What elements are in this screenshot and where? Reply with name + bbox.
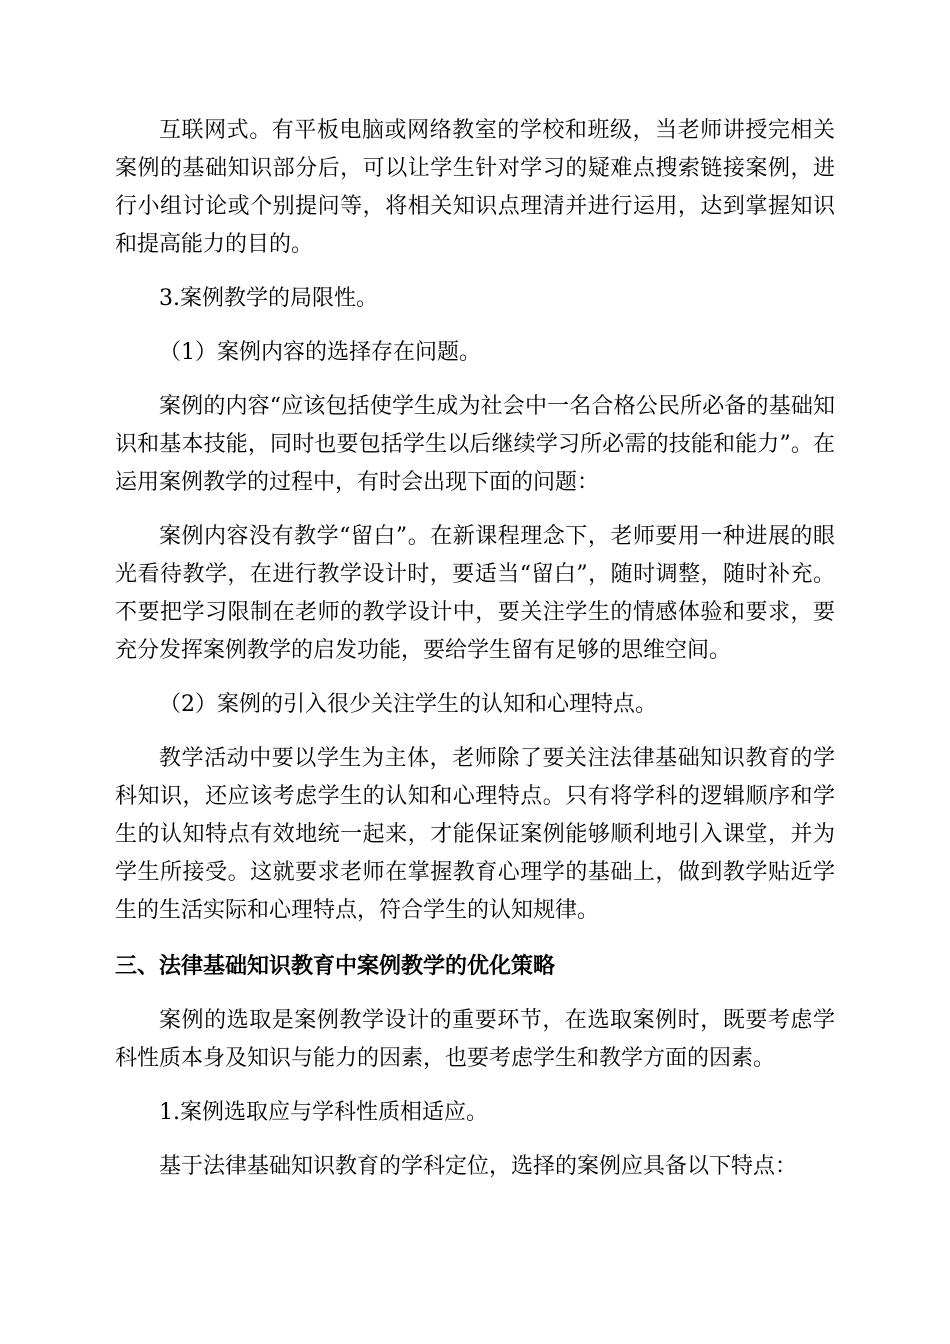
- paragraph-case-content: 案例的内容“应该包括使学生成为社会中一名合格公民所必备的基础知识和基本技能，同时也要包括学生以后继续学习所必需的技能和能力”。在运用案例教学的过程中，有时会出现下面的问题：: [115, 394, 835, 495]
- document-body: [115, 112, 835, 1186]
- paragraph-no-blank: 案例内容没有教学“留白”。在新课程理念下，老师要用一种进展的眼光看待教学，在进行教学设计时，要适当“留白”，随时调整，随时补充。不要把学习限制在老师的教学设计中，要关注学生的情感体验和要求，要充分发挥案例教学的启发功能，要给学生留有足够的思维空间。: [115, 524, 835, 663]
- paragraph-subpoint-2: （2）案例的引入很少关注学生的认知和心理特点。: [159, 692, 657, 717]
- paragraph-subpoint-1: （1）案例内容的选择存在问题。: [159, 340, 481, 365]
- paragraph-internet-mode: 互联网式。有平板电脑或网络教室的学校和班级，当老师讲授完相关案例的基础知识部分后，可以让学生针对学习的疑难点搜索链接案例，进行小组讨论或个别提问等，将相关知识点理清并进行运用，达到掌握知识和提高能力的目的。: [115, 118, 835, 257]
- paragraph-student-centered: 教学活动中要以学生为主体，老师除了要关注法律基础知识教育的学科知识，还应该考虑学生的认知和心理特点。只有将学科的逻辑顺序和学生的认知特点有效地统一起来，才能保证案例能够顺利地引入课堂，并为学生所接受。这就要求老师在掌握教育心理学的基础上，做到教学贴近学生的生活实际和心理特点，符合学生的认知规律。: [115, 746, 835, 923]
- paragraph-features-intro: 基于法律基础知识教育的学科定位，选择的案例应具备以下特点：: [159, 1154, 798, 1179]
- paragraph-case-selection: 案例的选取是案例教学设计的重要环节，在选取案例时，既要考虑学科性质本身及知识与能力的因素，也要考虑学生和教学方面的因素。: [115, 1008, 835, 1071]
- section-heading: 三、法律基础知识教育中案例教学的优化策略: [115, 954, 556, 979]
- paragraph-point-1: 1.案例选取应与学科性质相适应。: [159, 1100, 488, 1125]
- paragraph-limitations-title: 3.案例教学的局限性。: [159, 286, 378, 311]
